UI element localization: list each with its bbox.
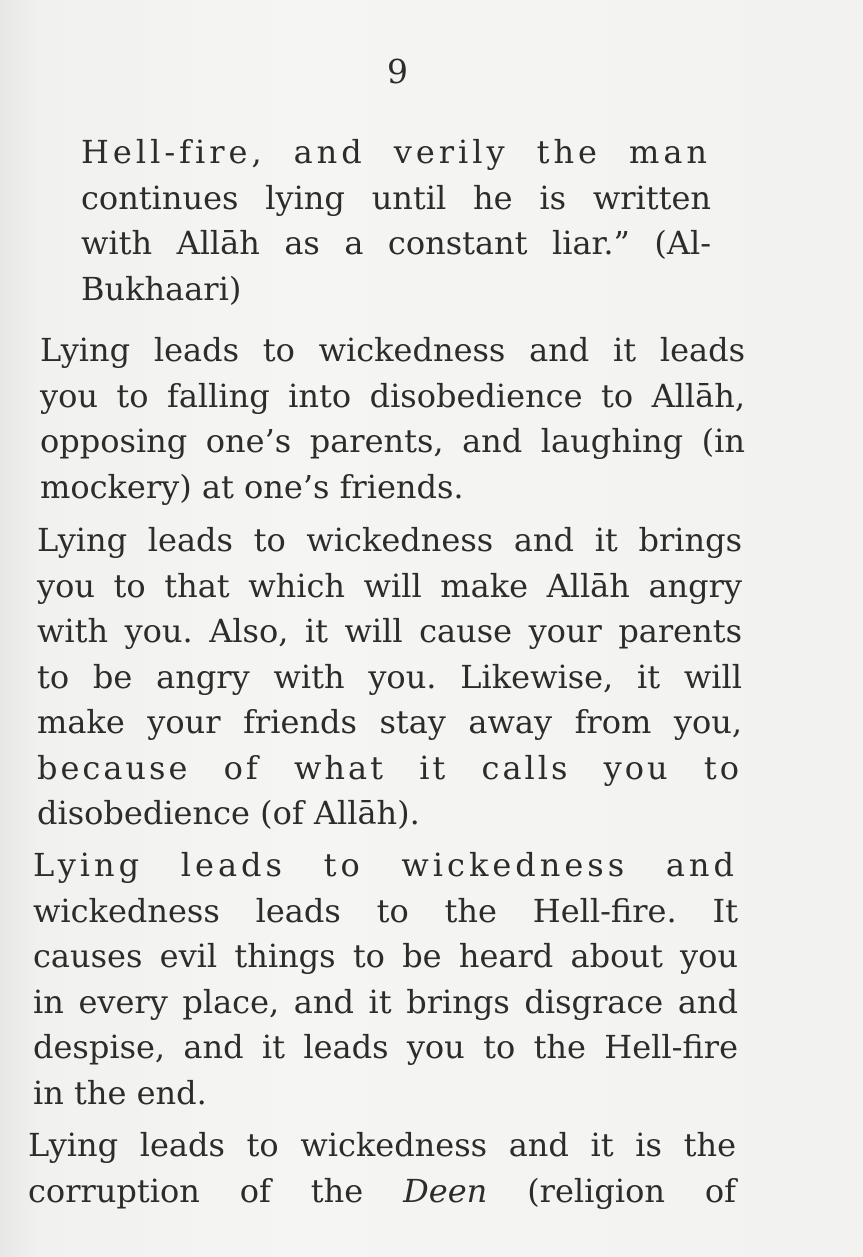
paragraph-line: causes evil things to be heard about you (33, 937, 738, 975)
quote-line: Hell-fire, and verily the man (81, 133, 711, 171)
paragraph-line: despise, and it leads you to the Hell-fire (33, 1028, 738, 1066)
paragraph-line: Lying leads to wickedness and it leads (40, 331, 745, 369)
quote-line: continues lying until he is written (81, 178, 711, 217)
paragraph-line: you to falling into disobedience to Allāh, (40, 376, 745, 415)
paragraph-line: Lying leads to wickedness and (33, 846, 738, 884)
paragraph-line: you to that which will make Allāh angry (37, 566, 742, 605)
paragraph-disobedience (40, 328, 745, 510)
paragraph-line: opposing one’s parents, and laughing (in (40, 422, 745, 460)
paragraph-line: Lying leads to wickedness and it is the (28, 1126, 736, 1164)
paragraph-line: because of what it calls you to (37, 748, 742, 787)
paragraph-line: to be angry with you. Likewise, it will (37, 657, 742, 696)
paragraph-line: Lying leads to wickedness and it brings (37, 521, 742, 559)
italic-term-deen: Deen (403, 1171, 488, 1210)
line-text: (religion of (487, 1171, 736, 1210)
paragraph-line-with-italic (28, 1169, 736, 1215)
paragraph-line: mockery) at one’s friends. (40, 467, 464, 506)
line-text: corruption of the (28, 1171, 404, 1210)
page-number: 9 (387, 52, 408, 91)
paragraph-line: in the end. (33, 1073, 207, 1112)
hadith-quote-continuation (81, 130, 711, 312)
paragraph-line: with you. Also, it will cause your parents (37, 612, 742, 650)
paragraph-line: wickedness leads to the Hell-fire. It (33, 891, 738, 930)
paragraph-anger (37, 518, 742, 837)
paragraph-corruption (28, 1123, 736, 1214)
paragraph-hellfire (33, 843, 738, 1116)
paragraph-line: in every place, and it brings disgrace and (33, 982, 738, 1021)
paragraph-line: disobedience (of Allāh). (37, 794, 420, 832)
paragraph-line: make your friends stay away from you, (37, 703, 742, 741)
quote-line: with Allāh as a constant liar.” (Al- (81, 224, 711, 262)
quote-line: Bukhaari) (81, 269, 242, 308)
